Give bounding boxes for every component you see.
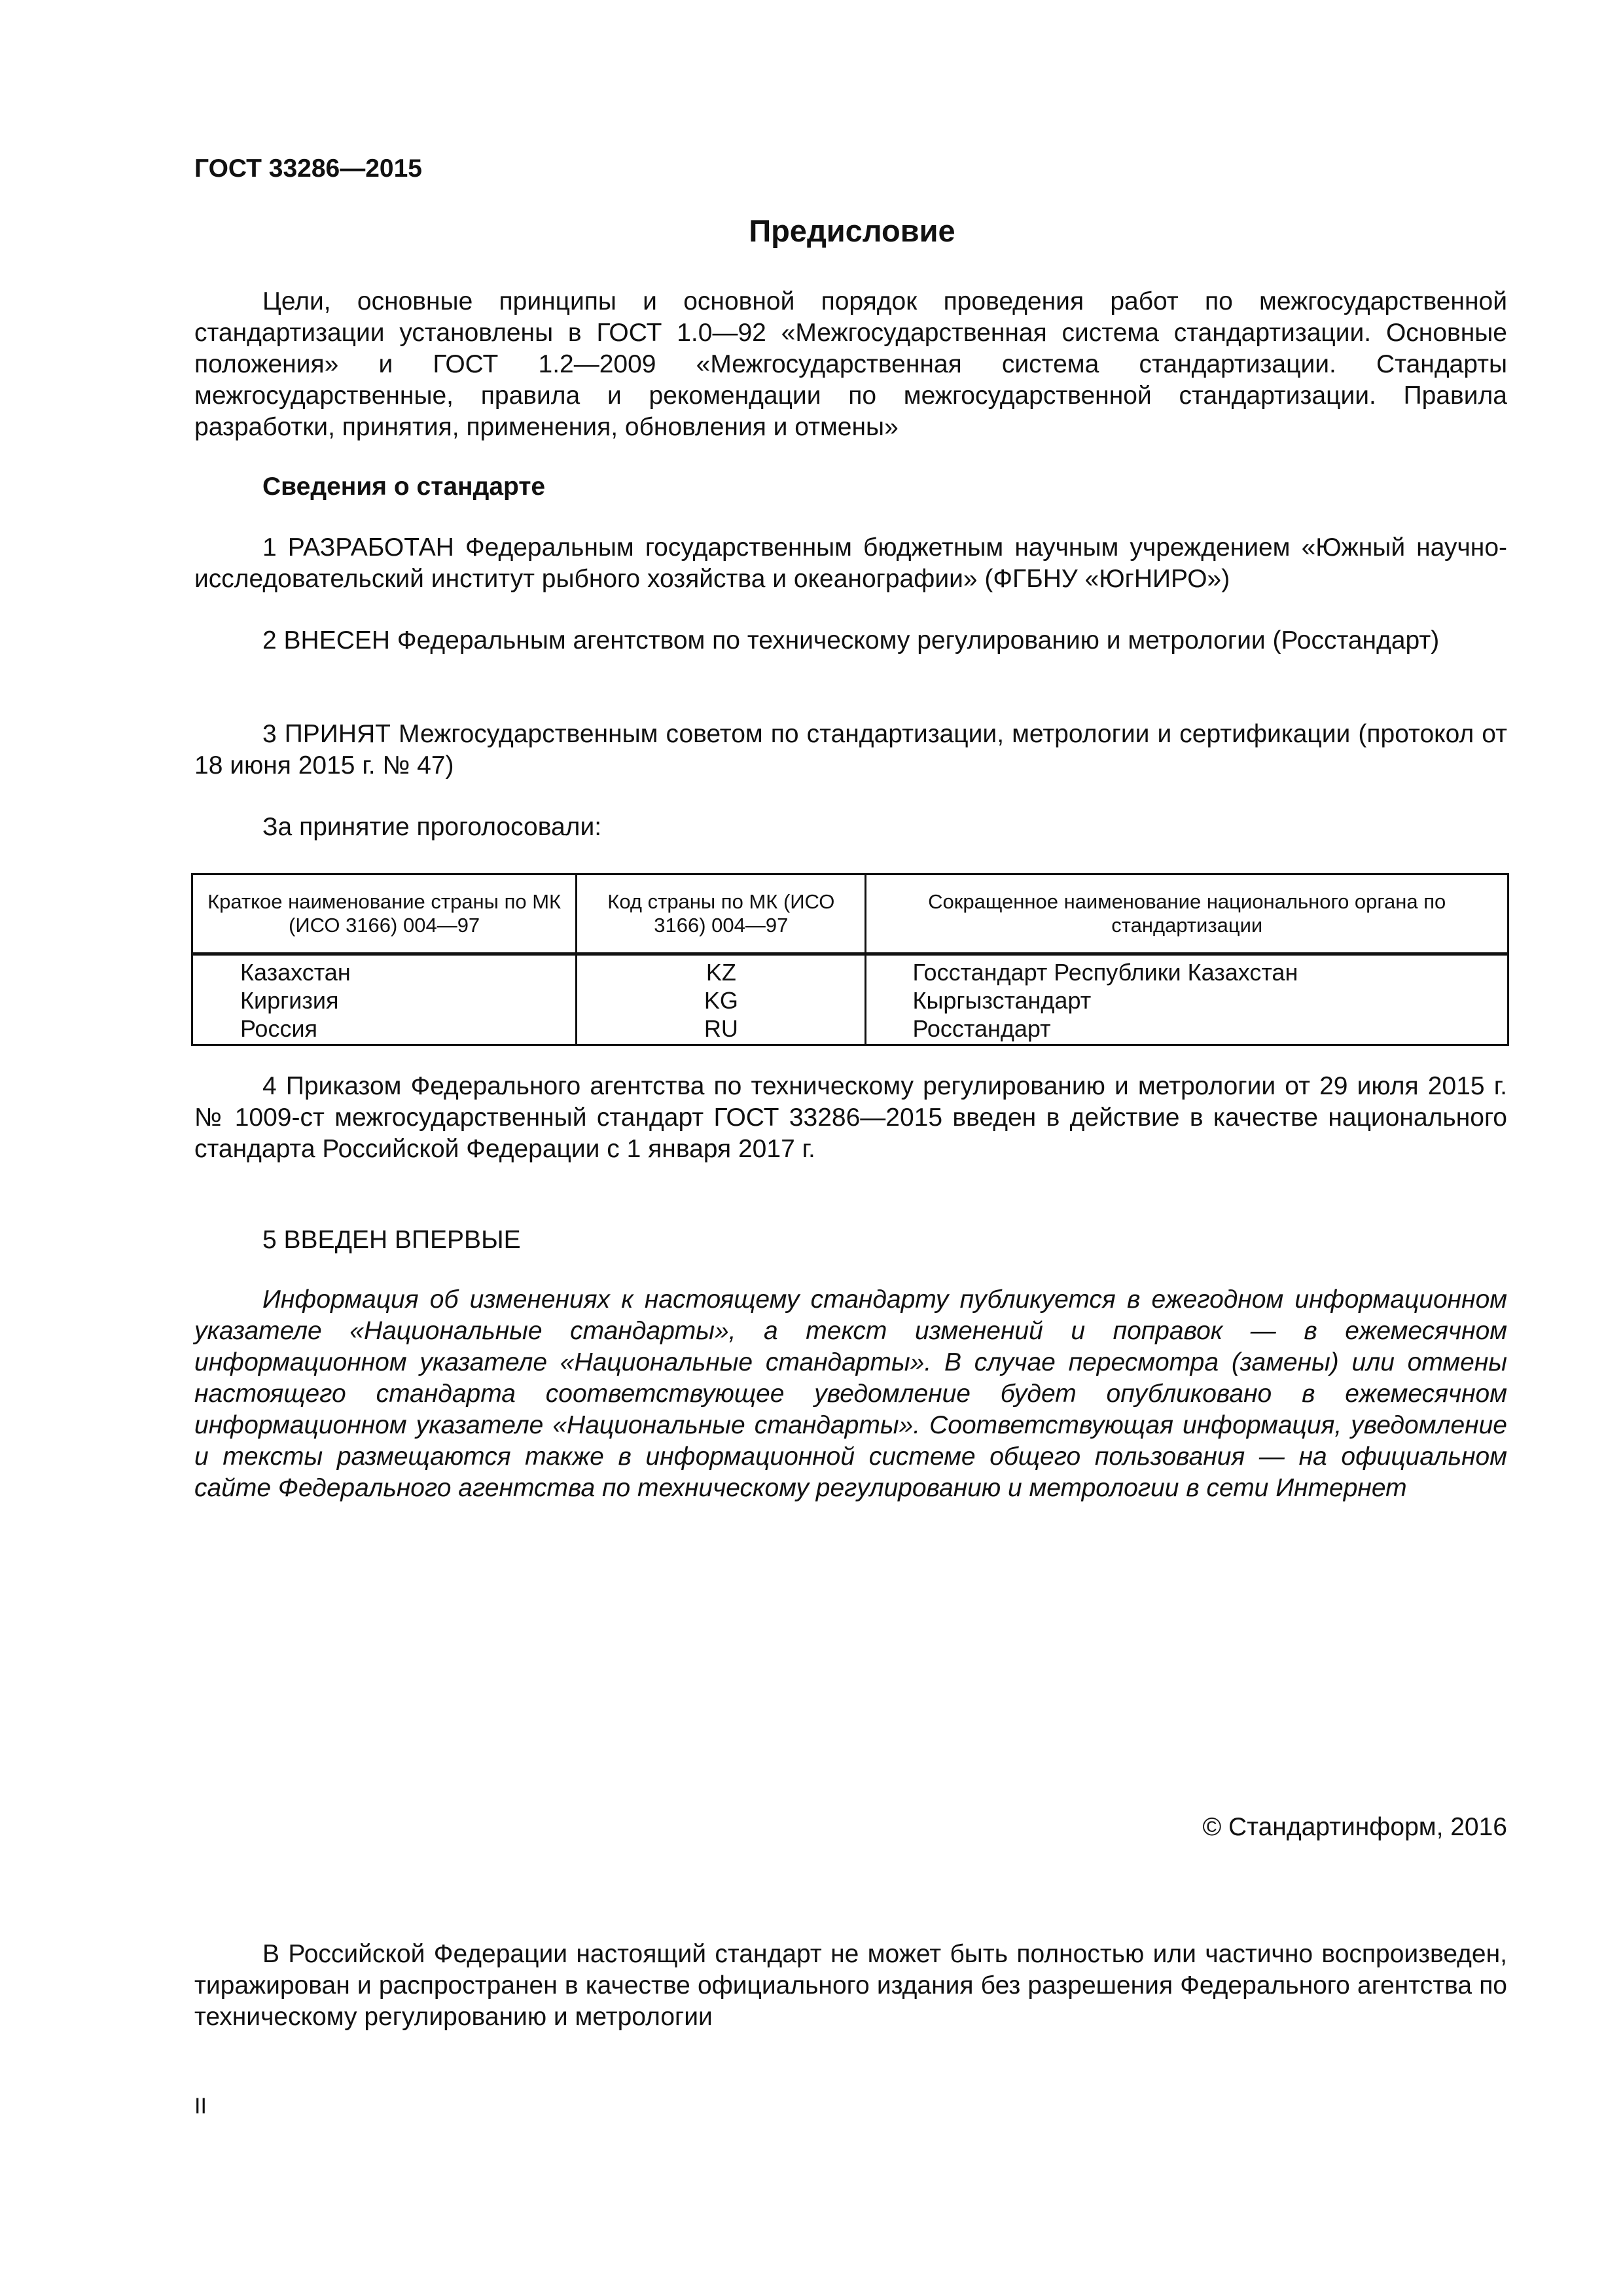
rights-notice-text: В Российской Федерации настоящий стандарт не может быть полностью или частично воспроизведен, тиражирован и распространен в качестве официального издания без разрешения Федерального агентства по техническому регулированию и метрологии xyxy=(194,1940,1507,2031)
cell-country: Киргизия xyxy=(192,986,577,1014)
table-row xyxy=(192,986,1508,1014)
table-header-row xyxy=(192,874,1508,954)
cell-code: KZ xyxy=(577,954,866,987)
item-order-text: 4 Приказом Федерального агентства по техническому регулированию и метрологии от 29 июля 2015 г. № 1009-ст межгосударственный стандарт ГОСТ 33286—2015 введен в действие в качестве национального стандарта Российской Федерации с 1 января 2017 г. xyxy=(194,1072,1507,1163)
item-adopted xyxy=(194,719,1507,781)
changes-info-paragraph xyxy=(194,1284,1507,1504)
cell-code: RU xyxy=(577,1014,866,1045)
cell-country: Казахстан xyxy=(192,954,577,987)
item-developed xyxy=(194,532,1507,595)
standard-info-heading: Сведения о стандарте xyxy=(262,473,546,501)
page-number: II xyxy=(194,2094,207,2119)
rights-notice xyxy=(194,1939,1507,2033)
document-code: ГОСТ 33286—2015 xyxy=(194,154,422,183)
voting-table xyxy=(191,873,1509,1046)
header-code: Код страны по МК (ИСО 3166) 004—97 xyxy=(577,874,866,954)
item-developed-text: 1 РАЗРАБОТАН Федеральным государственным бюджетным научным учреждением «Южный научно-исследовательский институт рыбного хозяйства и океанографии» (ФГБНУ «ЮгНИРО») xyxy=(194,533,1507,593)
intro-text: Цели, основные принципы и основной порядок проведения работ по межгосударственной стандартизации установлены в ГОСТ 1.0—92 «Межгосударственная система стандартизации. Основные положения» и ГОСТ 1.2—2009 «Межгосударственная система стандартизации. Стандарты межгосударственные, правила и рекомендации по межгосударственной стандартизации. Правила разработки, принятия, применения, обновления и отмены» xyxy=(194,287,1507,441)
intro-paragraph xyxy=(194,286,1507,443)
changes-info-text: Информация об изменениях к настоящему стандарту публикуется в ежегодном информационном указателе «Национальные стандарты», а текст изменений и поправок — в ежемесячном информационном указателе «Национальные стандарты». В случае пересмотра (замены) или отмены настоящего стандарта соответствующее уведомление будет опубликовано в ежемесячном информационном указателе «Национальные стандарты». Соответствующая информация, уведомление и тексты размещаются также в информационной системе общего пользования — на официальном сайте Федерального агентства по техническому регулированию и метрологии в сети Интернет xyxy=(194,1285,1507,1502)
item-adopted-text: 3 ПРИНЯТ Межгосударственным советом по стандартизации, метрологии и сертификации (протокол от 18 июня 2015 г. № 47) xyxy=(194,720,1507,780)
cell-national-body: Кыргызстандарт xyxy=(866,986,1508,1014)
item-order xyxy=(194,1071,1507,1165)
header-country: Краткое наименование страны по МК (ИСО 3166) 004—97 xyxy=(192,874,577,954)
copyright: © Стандартинформ, 2016 xyxy=(1202,1813,1507,1841)
cell-national-body: Госстандарт Республики Казахстан xyxy=(866,954,1508,987)
cell-code: KG xyxy=(577,986,866,1014)
item-submitted xyxy=(194,625,1507,656)
table-row xyxy=(192,1014,1508,1045)
page-title: Предисловие xyxy=(749,213,955,248)
item-first-introduced: 5 ВВЕДЕН ВПЕРВЫЕ xyxy=(262,1226,521,1254)
item-submitted-text: 2 ВНЕСЕН Федеральным агентством по техническому регулированию и метрологии (Росстандарт) xyxy=(262,626,1440,655)
cell-country: Россия xyxy=(192,1014,577,1045)
header-national-body: Сокращенное наименование национального органа по стандартизации xyxy=(866,874,1508,954)
voted-label: За принятие проголосовали: xyxy=(262,813,602,841)
table-row xyxy=(192,954,1508,987)
cell-national-body: Росстандарт xyxy=(866,1014,1508,1045)
